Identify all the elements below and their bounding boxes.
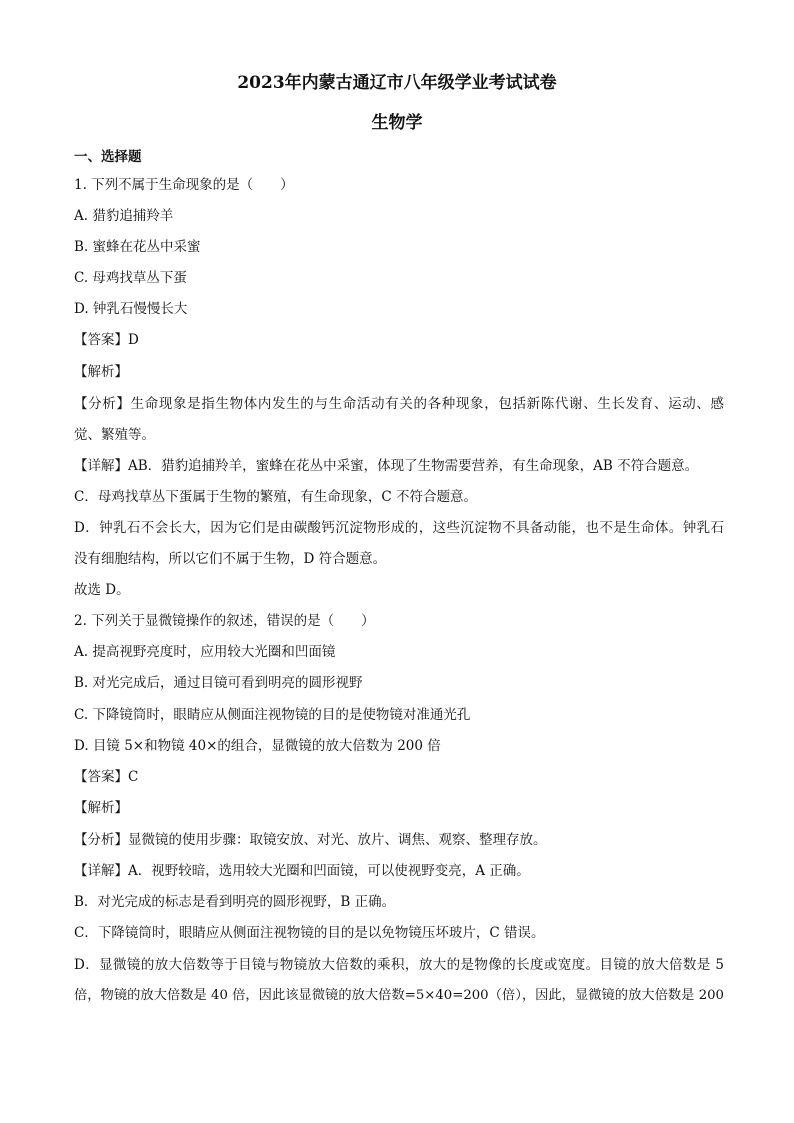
question-2-analysis-line: D．显微镜的放大倍数等于目镜与物镜放大倍数的乘积，放大的是物像的长度或宽度。目镜的放大倍数是 5 [74, 957, 724, 973]
question-2-analysis-line: B．对光完成的标志是看到明亮的圆形视野，B 正确。 [74, 894, 396, 910]
question-2-option-c: C. 下降镜筒时，眼睛应从侧面注视物镜的目的是使物镜对准通光孔 [74, 707, 471, 723]
question-2-option-b: B. 对光完成后，通过目镜可看到明亮的圆形视野 [74, 675, 363, 691]
question-2-analysis-line: 【分析】显微镜的使用步骤：取镜安放、对光、放片、调焦、观察、整理存放。 [74, 832, 547, 848]
question-1-analysis-title: 【解析】 [74, 364, 128, 380]
question-1-option-c: C. 母鸡找草丛下蛋 [74, 270, 187, 286]
question-2-analysis-line: 倍，物镜的放大倍数是 40 倍，因此该显微镜的放大倍数=5×40=200（倍），因此，显微镜的放大倍数是 200 [74, 988, 724, 1003]
section-heading: 一、选择题 [74, 149, 142, 165]
exam-title: 2023年内蒙古通辽市八年级学业考试试卷 [237, 73, 557, 93]
question-2-option-a: A. 提高视野亮度时，应用较大光圈和凹面镜 [74, 644, 336, 660]
question-1-option-d: D. 钟乳石慢慢长大 [74, 301, 188, 317]
question-1-analysis-line: 【分析】生命现象是指生物体内发生的与生命活动有关的各种现象，包括新陈代谢、生长发育、运动、感 [74, 396, 724, 412]
question-2-analysis-line: 【详解】A．视野较暗，选用较大光圈和凹面镜，可以使视野变亮，A 正确。 [74, 863, 530, 879]
question-1-option-a: A. 猎豹追捕羚羊 [74, 208, 174, 224]
question-1-analysis-line: 【详解】AB．猎豹追捕羚羊，蜜蜂在花丛中采蜜，体现了生物需要营养，有生命现象，AB 不符合题意。 [74, 458, 699, 474]
question-1-stem: 1. 下列不属于生命现象的是（ ） [74, 177, 294, 193]
question-1-conclusion: 故选 D。 [74, 582, 130, 598]
question-2-answer: 【答案】C [74, 769, 139, 785]
question-1-answer: 【答案】D [74, 332, 139, 348]
question-1-option-b: B. 蜜蜂在花丛中采蜜 [74, 239, 201, 255]
question-1-analysis-line: 没有细胞结构，所以它们不属于生物，D 符合题意。 [74, 551, 387, 567]
question-2-stem: 2. 下列关于显微镜操作的叙述，错误的是（ ） [74, 613, 375, 629]
question-2-analysis-line: C．下降镜筒时，眼睛应从侧面注视物镜的目的是以免物镜压坏玻片，C 错误。 [74, 925, 545, 941]
question-2-option-d: D. 目镜 5×和物镜 40×的组合，显微镜的放大倍数为 200 倍 [74, 738, 441, 754]
question-1-analysis-line: D．钟乳石不会长大，因为它们是由碳酸钙沉淀物形成的，这些沉淀物不具备动能，也不是生命体。钟乳石 [74, 520, 724, 536]
question-2-analysis-title: 【解析】 [74, 800, 128, 816]
subject-title: 生物学 [371, 113, 423, 133]
question-1-analysis-line: 觉、繁殖等。 [74, 427, 155, 443]
question-1-analysis-line: C．母鸡找草丛下蛋属于生物的繁殖，有生命现象，C 不符合题意。 [74, 489, 477, 505]
